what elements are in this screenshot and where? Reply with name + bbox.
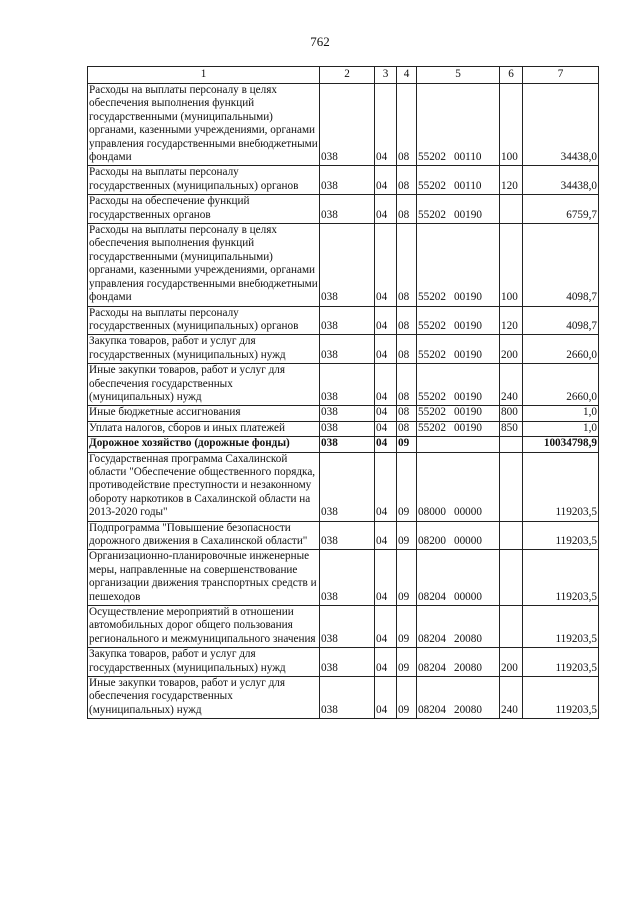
table-row [88, 306, 599, 335]
target-article-program: 08000 [418, 506, 446, 519]
row-name: Осуществление мероприятий в отношении автомобильных дорог общего пользования регионального и межмуниципального значения [88, 606, 320, 648]
row-ministry-code: 038 [320, 606, 375, 648]
row-section-code: 04 [375, 606, 397, 648]
row-subsection-code: 09 [397, 550, 417, 606]
row-ministry-code: 038 [320, 452, 375, 521]
row-ministry-code: 038 [320, 195, 375, 224]
row-section-code: 04 [375, 364, 397, 406]
column-header: 2 [320, 67, 375, 84]
row-name: Дорожное хозяйство (дорожные фонды) [88, 437, 320, 452]
row-target-article [417, 437, 500, 452]
target-article-direction: 20080 [453, 703, 482, 716]
page-number: 762 [310, 34, 330, 49]
row-section-code: 04 [375, 421, 397, 436]
target-article-program: 55202 [418, 406, 446, 419]
row-section-code: 04 [375, 406, 397, 421]
target-article-direction: 00110 [453, 179, 482, 192]
target-article-direction: 00190 [453, 291, 482, 304]
table-row [88, 550, 599, 606]
row-section-code: 04 [375, 84, 397, 166]
row-ministry-code: 038 [320, 166, 375, 195]
target-article-program: 55202 [418, 348, 446, 361]
row-name: Расходы на выплаты персоналу в целях обеспечения выполнения функций государственными (муниципальными) органами, казенными учреждениями, органами управления государственными внебюджетными фондами [88, 84, 320, 166]
row-subsection-code: 08 [397, 364, 417, 406]
row-ministry-code: 038 [320, 306, 375, 335]
row-name: Расходы на выплаты персоналу государственных (муниципальных) органов [88, 166, 320, 195]
row-amount: 1,0 [523, 406, 599, 421]
row-subsection-code: 08 [397, 406, 417, 421]
table-row [88, 195, 599, 224]
table-row [88, 84, 599, 166]
row-subsection-code: 09 [397, 437, 417, 452]
row-section-code: 04 [375, 335, 397, 364]
target-article-direction: 00000 [453, 535, 482, 547]
row-section-code: 04 [375, 677, 397, 719]
table-row [88, 421, 599, 436]
row-expense-type: 240 [500, 677, 523, 719]
row-amount: 119203,5 [523, 677, 599, 719]
target-article-direction: 00000 [453, 590, 482, 603]
row-expense-type [500, 521, 523, 550]
row-target-article [417, 648, 500, 677]
row-subsection-code: 09 [397, 521, 417, 550]
row-ministry-code: 038 [320, 364, 375, 406]
target-article-direction: 00190 [453, 421, 482, 434]
row-section-code: 04 [375, 452, 397, 521]
target-article-program: 55202 [418, 319, 446, 332]
table-row [88, 166, 599, 195]
target-article-program: 08204 [418, 661, 446, 674]
row-subsection-code: 08 [397, 166, 417, 195]
row-amount: 119203,5 [523, 550, 599, 606]
target-article-program: 08204 [418, 590, 446, 603]
target-article-direction: 00190 [453, 390, 482, 403]
row-name: Иные бюджетные ассигнования [88, 406, 320, 421]
row-expense-type: 100 [500, 224, 523, 306]
row-expense-type: 100 [500, 84, 523, 166]
budget-table [87, 66, 599, 719]
row-amount: 34438,0 [523, 166, 599, 195]
row-section-code: 04 [375, 437, 397, 452]
row-name: Иные закупки товаров, работ и услуг для обеспечения государственных (муниципальных) нужд [88, 364, 320, 406]
row-target-article [417, 166, 500, 195]
row-expense-type: 240 [500, 364, 523, 406]
row-expense-type: 800 [500, 406, 523, 421]
row-name: Государственная программа Сахалинской области "Обеспечение общественного порядка, противодействие преступности и незаконному обороту наркотиков в Сахалинской области на 2013-2020 годы" [88, 452, 320, 521]
row-target-article [417, 677, 500, 719]
row-target-article [417, 364, 500, 406]
column-header: 1 [88, 67, 320, 84]
row-target-article [417, 84, 500, 166]
row-subsection-code: 08 [397, 306, 417, 335]
target-article-program: 55202 [418, 151, 446, 164]
table-row [88, 521, 599, 550]
row-subsection-code: 08 [397, 421, 417, 436]
column-header: 3 [375, 67, 397, 84]
row-ministry-code: 038 [320, 421, 375, 436]
target-article-direction: 00190 [453, 348, 482, 361]
row-ministry-code: 038 [320, 677, 375, 719]
row-target-article [417, 195, 500, 224]
target-article-program: 08200 [418, 535, 446, 547]
table-row [88, 437, 599, 452]
table-row [88, 335, 599, 364]
row-section-code: 04 [375, 306, 397, 335]
row-amount: 34438,0 [523, 84, 599, 166]
row-section-code: 04 [375, 550, 397, 606]
row-subsection-code: 08 [397, 84, 417, 166]
row-target-article [417, 224, 500, 306]
row-expense-type: 120 [500, 306, 523, 335]
table-row [88, 606, 599, 648]
target-article-direction: 00190 [453, 406, 482, 419]
row-amount: 4098,7 [523, 224, 599, 306]
row-section-code: 04 [375, 521, 397, 550]
row-amount: 2660,0 [523, 335, 599, 364]
row-target-article [417, 550, 500, 606]
row-amount: 2660,0 [523, 364, 599, 406]
table-row [88, 677, 599, 719]
row-expense-type: 120 [500, 166, 523, 195]
row-amount: 119203,5 [523, 521, 599, 550]
target-article-direction: 00190 [453, 208, 482, 221]
target-article-direction: 00190 [453, 319, 482, 332]
table-row [88, 648, 599, 677]
row-name: Расходы на выплаты персоналу государственных (муниципальных) органов [88, 306, 320, 335]
target-article-direction: 20080 [453, 661, 482, 674]
target-article-direction: 20080 [453, 632, 482, 645]
row-expense-type: 200 [500, 648, 523, 677]
row-section-code: 04 [375, 224, 397, 306]
table-row [88, 224, 599, 306]
column-header: 6 [500, 67, 523, 84]
row-subsection-code: 09 [397, 452, 417, 521]
row-ministry-code: 038 [320, 648, 375, 677]
table-row [88, 406, 599, 421]
row-expense-type: 200 [500, 335, 523, 364]
column-header: 5 [417, 67, 500, 84]
row-expense-type [500, 437, 523, 452]
row-expense-type [500, 606, 523, 648]
table-row [88, 364, 599, 406]
column-header: 4 [397, 67, 417, 84]
row-amount: 119203,5 [523, 606, 599, 648]
row-subsection-code: 09 [397, 677, 417, 719]
row-expense-type [500, 550, 523, 606]
row-section-code: 04 [375, 648, 397, 677]
row-name: Закупка товаров, работ и услуг для государственных (муниципальных) нужд [88, 648, 320, 677]
row-subsection-code: 09 [397, 606, 417, 648]
row-ministry-code: 038 [320, 224, 375, 306]
row-name: Организационно-планировочные инженерные меры, направленные на совершенствование организации движения транспортных средств и пешеходов [88, 550, 320, 606]
row-amount: 4098,7 [523, 306, 599, 335]
row-subsection-code: 08 [397, 195, 417, 224]
table-header-row [88, 67, 599, 84]
target-article-program: 55202 [418, 390, 446, 403]
row-subsection-code: 08 [397, 224, 417, 306]
row-target-article [417, 606, 500, 648]
row-name: Расходы на выплаты персоналу в целях обеспечения выполнения функций государственными (муниципальными) органами, казенными учреждениями, органами управления государственными внебюджетными фондами [88, 224, 320, 306]
row-ministry-code: 038 [320, 437, 375, 452]
row-ministry-code: 038 [320, 550, 375, 606]
row-target-article [417, 306, 500, 335]
table-row [88, 452, 599, 521]
row-subsection-code: 08 [397, 335, 417, 364]
row-amount: 1,0 [523, 421, 599, 436]
target-article-direction: 00000 [453, 506, 482, 519]
row-amount: 119203,5 [523, 648, 599, 677]
row-amount: 119203,5 [523, 452, 599, 521]
row-name: Иные закупки товаров, работ и услуг для обеспечения государственных (муниципальных) нужд [88, 677, 320, 719]
row-ministry-code: 038 [320, 521, 375, 550]
row-name: Уплата налогов, сборов и иных платежей [88, 421, 320, 436]
row-amount: 6759,7 [523, 195, 599, 224]
row-subsection-code: 09 [397, 648, 417, 677]
row-expense-type: 850 [500, 421, 523, 436]
row-target-article [417, 421, 500, 436]
row-target-article [417, 406, 500, 421]
row-section-code: 04 [375, 166, 397, 195]
target-article-program: 08204 [418, 632, 446, 645]
row-target-article [417, 452, 500, 521]
row-expense-type [500, 195, 523, 224]
row-section-code: 04 [375, 195, 397, 224]
target-article-program: 08204 [418, 703, 446, 716]
row-name: Закупка товаров, работ и услуг для государственных (муниципальных) нужд [88, 335, 320, 364]
row-name: Подпрограмма "Повышение безопасности дорожного движения в Сахалинской области" [88, 521, 320, 550]
target-article-direction: 00110 [453, 151, 482, 164]
row-name: Расходы на обеспечение функций государственных органов [88, 195, 320, 224]
column-header: 7 [523, 67, 599, 84]
target-article-program: 55202 [418, 208, 446, 221]
target-article-program: 55202 [418, 291, 446, 304]
row-ministry-code: 038 [320, 335, 375, 364]
row-ministry-code: 038 [320, 406, 375, 421]
row-target-article [417, 335, 500, 364]
row-ministry-code: 038 [320, 84, 375, 166]
row-expense-type [500, 452, 523, 521]
row-amount: 10034798,9 [523, 437, 599, 452]
row-target-article [417, 521, 500, 550]
target-article-program: 55202 [418, 421, 446, 434]
target-article-program: 55202 [418, 179, 446, 192]
